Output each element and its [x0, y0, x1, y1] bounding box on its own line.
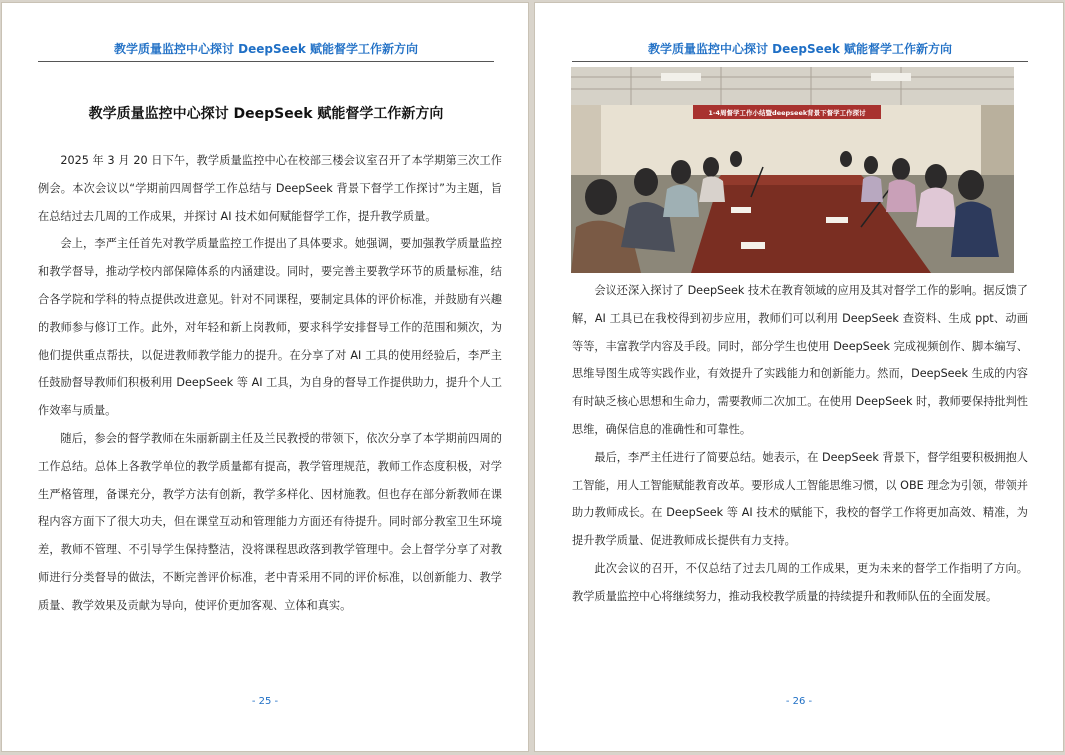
paragraph: 2025 年 3 月 20 日下午，教学质量监控中心在校部三楼会议室召开了本学期第三次工作例会。本次会议以“学期前四周督学工作总结与 DeepSeek 背景下督学工作探讨”为主题，旨在总结过去几周的工作成果，并探讨 AI 技术如何赋能督学工作，提升教学质量。 — [38, 154, 502, 223]
document-page-right — [535, 3, 1063, 751]
paragraph: 最后，李严主任进行了简要总结。她表示，在 DeepSeek 背景下，督学组要积极拥抱人工智能，用人工智能赋能教育改革。要形成人工智能思维习惯，以 OBE 理念为引领，带领并助力教师成长。在 DeepSeek 等 AI 技术的赋能下，我校的督学工作将更加高效、精准，为提升教学质量、促进教师成长提供有力支持。 — [572, 450, 1028, 548]
running-header: 教学质量监控中心探讨 DeepSeek 赋能督学工作新方向 — [572, 41, 1028, 62]
article-body — [572, 277, 1028, 611]
meeting-photo — [571, 67, 1014, 273]
paragraph: 会上，李严主任首先对教学质量监控工作提出了具体要求。她强调，要加强教学质量监控和教学督导，推动学校内部保障体系的内涵建设。同时，要完善主要教学环节的质量标准，结合各学院和学科的特点提供改进意见。针对不同课程，要制定具体的评价标准，并鼓励有兴趣的教师参与修订工作。此外，对年轻和新上岗教师，要求科学安排督导工作的范围和频次，为他们提供重点帮扶，以促进教师教学能力的提升。在分享了对 AI 工具的使用经验后，李严主任鼓励督导教师们积极利用 DeepSeek 等 AI 工具，为自身的督导工作提供助力，提升个人工作效率与质量。 — [38, 237, 502, 418]
article-body — [38, 147, 502, 620]
paragraph: 此次会议的召开，不仅总结了过去几周的工作成果，更为未来的督学工作指明了方向。教学质量监控中心将继续努力，推动我校教学质量的持续提升和教师队伍的全面发展。 — [572, 561, 1028, 603]
paragraph: 随后，参会的督学教师在朱丽新副主任及兰民教授的带领下，依次分享了本学期前四周的工作总结。总体上各教学单位的教学质量都有提高，教学管理规范，教师工作态度积极，对学生严格管理，备课充分，教学方法有创新，教学多样化、因材施教。但也存在部分新教师在课程内容方面下了很大功夫，但在课堂互动和管理能力方面还有待提升。同时部分教室卫生环境差，教师不管理、不引导学生保持整洁，没将课程思政落到教学管理中。会上督学分享了对教师进行分类督导的做法，不断完善评价标准，老中青采用不同的评价标准，以创新能力、教学质量、教学效果及贡献为导向，使评价更加客观、立体和真实。 — [38, 431, 502, 612]
article-title: 教学质量监控中心探讨 DeepSeek 赋能督学工作新方向 — [88, 106, 444, 122]
document-page-left — [2, 3, 528, 751]
page-number: - 26 - — [785, 696, 813, 707]
banner-text: 1-4周督学工作小结暨deepseek背景下督学工作探讨 — [708, 109, 866, 117]
paragraph: 会议还深入探讨了 DeepSeek 技术在教育领域的应用及其对督学工作的影响。据反馈了解，AI 工具已在我校得到初步应用，教师们可以利用 DeepSeek 查资料、生成 ppt、动画等等，丰富教学内容及手段。同时，部分学生也使用 DeepSeek 完成视频创作、脚本编写、思维导图生成等实践作业，有效提升了实践能力和创新能力。然而，DeepSeek 生成的内容有时缺乏核心思想和生命力，需要教师二次加工。在使用 DeepSeek 时，教师要保持批判性思维，确保信息的准确性和可靠性。 — [572, 284, 1028, 436]
running-header: 教学质量监控中心探讨 DeepSeek 赋能督学工作新方向 — [38, 41, 494, 62]
page-number: - 25 - — [251, 696, 279, 707]
